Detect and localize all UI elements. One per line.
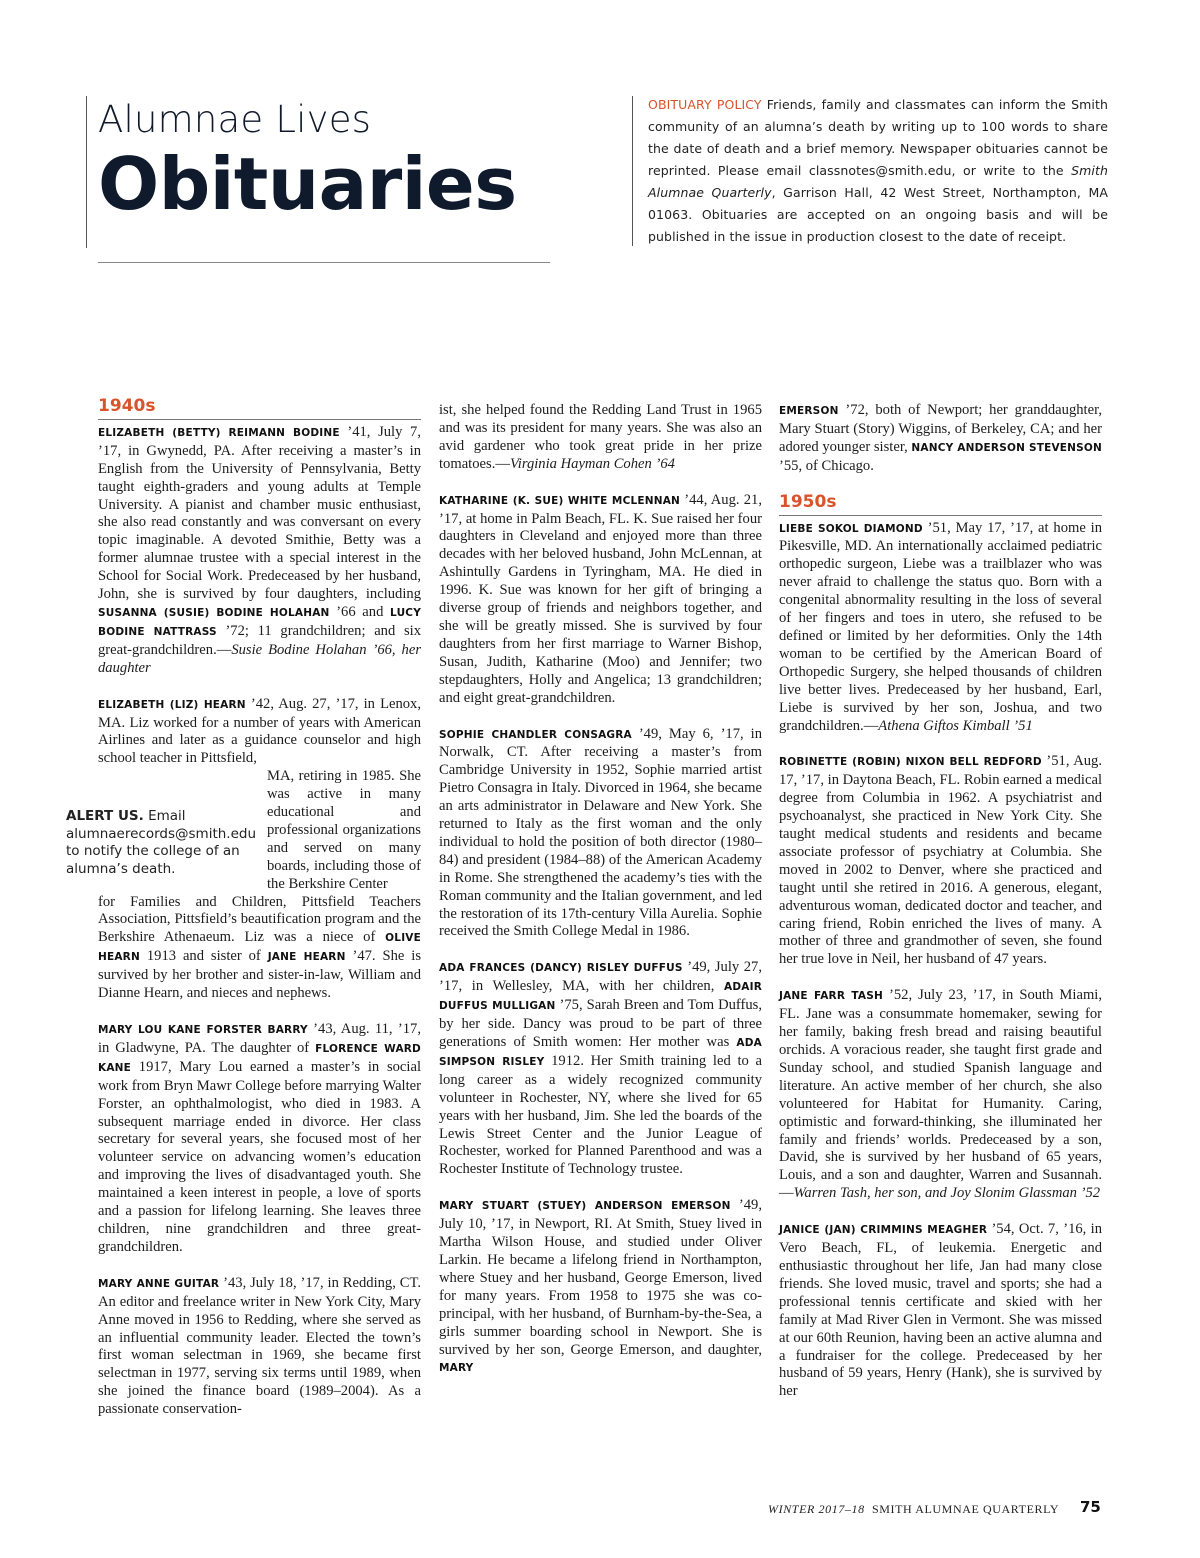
obit-text: for Families and Children, Pittsfield Teachers Association, Pittsfield’s beautification program and the Berkshire Athenaeum. Liz was a niece of <box>98 893 421 946</box>
obit-text: ’41, July 7, ’17, in Gwynedd, PA. After receiving a master’s in English from the University of Pennsylvania, Betty taught eighth-graders and young adults at Temple University. A pianist and chamber music enthusiast, she also read constantly and was conversant on every topic imaginable. A devoted Smithie, Betty was a former alumnae trustee with a special interest in the School for Social Work. Predeceased by her husband, John, she is survived by four daughters, including <box>98 423 421 603</box>
obit-text: ’72; 11 grandchildren; and six great-grandchildren.— <box>98 622 421 658</box>
policy-text: Friends, family and classmates can inform the Smith community of an alumna’s death by writing up to 100 words to share the date of death and a brief memory. Newspaper obituaries cannot be reprinted. Please email classnotes@smith.edu, or write to the <box>648 97 1108 178</box>
relative-name: LUCY BODINE NATTRASS <box>98 606 421 638</box>
obit-signature: Warren Tash, her son, and Joy Slonim Glassman ’52 <box>793 1185 1101 1202</box>
obituary-mclennan <box>439 492 762 708</box>
obit-signature: Athena Giftos Kimball ’51 <box>878 717 1033 734</box>
obit-name: ADA FRANCES (DANCY) RISLEY DUFFUS <box>439 962 683 975</box>
header-rule-horizontal <box>98 262 550 263</box>
obit-name: MARY LOU KANE FORSTER BARRY <box>98 1024 308 1036</box>
obit-text: ’49, July 10, ’17, in Newport, RI. At Smith, Stuey lived in Martha Wilson House, and studied under Oliver Larkin. He became a lifelong friend in Northampton, where Stuey and her husband, George Emerson, lived for many years. From 1958 to 1975 she was co-principal, with her husband, of Burnham-by-the-Sea, a girls summer boarding school in Newport. She is survived by her son, George Emerson, and daughter, <box>439 1197 762 1358</box>
alert-heading: ALERT US. <box>66 808 144 824</box>
obit-text: ’54, Oct. 7, ’16, in Vero Beach, FL, of leukemia. Energetic and enthusiastic throughout her life, Jan had many close friends. She loved music, travel and sports; she had a professional tennis certificate and skied with her family at Mad River Glen in Vermont. She was missed at our 60th Reunion, having been an active alumna and a fundraiser for the college. Predeceased by her husband of 59 years, Henry (Hank), she is survived by her <box>779 1221 1102 1400</box>
policy-label: OBITUARY POLICY <box>648 97 762 112</box>
column-left <box>98 398 421 1437</box>
column-right <box>779 402 1102 1419</box>
obit-text: ’51, May 17, ’17, at home in Pikesville, MD. An internationally acclaimed pediatric orthopedic surgeon, Liebe was a trailblazer who was never afraid to challenge the status quo. Born with a congenital abnormality resulting in the loss of several of her fingers and toes in utero, she refused to be defined or limited by her deformities. Only the 14th woman to be certified by the American Board of Orthopedic Surgery, she helped thousands of children live better lives. Predeceased by her husband, Earl, Liebe is survived by her son, Joshua, and two grandchildren.— <box>779 519 1102 734</box>
relative-name: OLIVE HEARN <box>98 932 421 964</box>
obituary-emerson-cont <box>779 402 1102 476</box>
page-number: 75 <box>1080 1498 1101 1516</box>
obituary-tash <box>779 987 1102 1203</box>
obituary-barry <box>98 1021 421 1257</box>
relative-name: MARY <box>439 1362 474 1375</box>
obit-text: ’52, July 23, ’17, in South Miami, FL. Jane was a consummate homemaker, sewing for her family, baking fresh bread and raising beautiful orchids. A voracious reader, she taught first grade and Sunday school, and studied Spanish language and literature. An active member of her church, she also volunteered for Habitat for Humanity. Caring, optimistic and forward-thinking, she illuminated her family and friends’ worlds. Predeceased by a son, David, she is survived by her husband of 65 years, Louis, and a son and daughter, Warren and Susannah.— <box>779 987 1102 1202</box>
obit-text: ’66 and <box>329 603 391 620</box>
obituary-consagra <box>439 726 762 942</box>
policy-rule <box>632 96 633 246</box>
relative-name: ADA SIMPSON RISLEY <box>439 1037 762 1068</box>
obituary-bodine <box>98 424 421 678</box>
obit-text: ’47. She is survived by her brother and sister-in-law, William and Dianne Hearn, and nieces and nephews. <box>98 948 422 1002</box>
section-kicker: Alumnae Lives <box>98 98 372 141</box>
obit-name: ROBINETTE (ROBIN) NIXON BELL REDFORD <box>779 756 1042 769</box>
policy-text-2: , Garrison Hall, 42 West Street, Northampton, MA 01063. Obituaries are accepted on an ongoing basis and will be published in the issue in production closest to the date of receipt. <box>648 185 1108 244</box>
relative-name: FLORENCE WARD KANE <box>98 1042 421 1074</box>
obit-signature: Susie Bodine Holahan ’66, her daughter <box>98 641 421 676</box>
obit-name: JANICE (JAN) CRIMMINS MEAGHER <box>779 1224 988 1237</box>
obituary-hearn-end <box>98 894 421 1003</box>
footer-magazine: SMITH ALUMNAE QUARTERLY <box>871 1502 1060 1516</box>
obituary-meagher <box>779 1221 1102 1401</box>
obit-text: ist, she helped found the Redding Land Trust in 1965 and was its president for many years. She was also an avid gardener who took great pride in her prize tomatoes.— <box>439 402 762 472</box>
relative-name: ADAIR DUFFUS MULLIGAN <box>439 981 762 1013</box>
obituary-guitar-cont <box>439 402 762 474</box>
obit-text: ’43, Aug. 11, ’17, in Gladwyne, PA. The daughter of <box>98 1021 421 1056</box>
column-middle <box>439 402 762 1396</box>
obit-signature: Virginia Hayman Cohen ’64 <box>509 455 675 472</box>
obit-text: ’42, Aug. 27, ’17, in Lenox, MA. Liz worked for a number of years with American Airlines and later as a guidance counselor and high school teacher in Pittsfield, <box>98 695 421 767</box>
obit-text: 1913 and sister of <box>139 948 268 965</box>
relative-name: EMERSON <box>779 405 839 417</box>
obit-name: ELIZABETH (LIZ) HEARN <box>98 698 246 711</box>
obituary-guitar <box>98 1275 421 1419</box>
policy-magazine: Smith Alumnae Quarterly <box>648 163 1108 200</box>
decade-heading-1950s: 1950s <box>779 494 1102 516</box>
obit-name: KATHARINE (K. SUE) WHITE MCLENNAN <box>439 494 681 507</box>
obit-text: 1917, Mary Lou earned a master’s in social work from Bryn Mawr College before marrying Walter Forster, an ophthalmologist, who died in 1983. A subsequent marriage ended in divorce. Her class secretary for several years, she focused most of her volunteer service on advancing women’s education and improving the lives of disadvantaged youth. She maintained a keen interest in people, a love of sports and a passion for lifelong learning. She leaves three children, nine grandchildren and three great-grandchildren. <box>98 1058 421 1255</box>
relative-name: NANCY ANDERSON STEVENSON <box>911 441 1103 454</box>
obituary-hearn <box>98 696 421 769</box>
obit-name: JANE FARR TASH <box>779 990 883 1003</box>
relative-name: JANE HEARN <box>267 951 346 964</box>
page-title: Obituaries <box>98 142 517 226</box>
obit-name: MARY STUART (STUEY) ANDERSON EMERSON <box>439 1200 731 1213</box>
obit-text: ’43, July 18, ’17, in Redding, CT. An editor and freelance writer in New York City, Mary Anne moved in 1956 to Redding, where she served as an influential community leader. Elected the town’s first woman selectman in 1969, she became first selectman in 1977, serving six terms until 1989, when she joined the finance board (1989–2004). As a passionate conservation- <box>98 1274 421 1418</box>
decade-heading-1940s: 1940s <box>98 398 421 420</box>
obit-text: ’51, Aug. 17, ’17, in Daytona Beach, FL. Robin earned a medical degree from Columbia in 1962. A psychiatrist and psychoanalyst, she practiced in New York City. She taught medical students and residents and became associate professor of psychiatry at Columbia. She moved in 2002 to Denver, where she practiced and taught until she retired in 2016. A generous, elegant, adventurous woman, dedicated doctor and teacher, and caring friend, Robin enriched the lives of many. A mother of three and grandmother of seven, she found her true love in Neil, her husband of 47 years. <box>779 753 1103 968</box>
obit-text: 1912. Her Smith training led to a long career as a widely recognized community volunteer in Rochester, NY, where she lived for 65 years with her husband, Jim. She led the boards of the Lewis Street Center and the Junior League of Rochester, worked for Planned Parenthood and was a Rochester Institute of Technology trustee. <box>439 1052 762 1178</box>
relative-name: SUSANNA (SUSIE) BODINE HOLAHAN <box>98 606 330 619</box>
obit-text: ’44, Aug. 21, ’17, at home in Palm Beach, FL. K. Sue raised her four daughters in Cleveland and enjoyed more than three decades with her beloved husband, John McLennan, at Ashintully Gardens in Tyringham, MA. He died in 1996. K. Sue was known for her gift of bringing a diverse group of friends and neighbors together, and she will be greatly missed. She is survived by four daughters from her first marriage to Warner Bishop, Susan, Judith, Katharine (Moo) and Jennifer; two stepdaughters, Holly and Angelica; 13 grandchildren; and eight great-grandchildren. <box>439 491 762 706</box>
obituary-emerson <box>439 1197 762 1378</box>
obit-text: ’75, Sarah Breen and Tom Duffus, by her side. Dancy was proud to be part of three generations of Smith women: Her mother was <box>439 997 762 1050</box>
obit-text: ’72, both of Newport; her granddaughter, Mary Stuart (Story) Wiggins, of Berkeley, CA; and her adored younger sister, <box>779 402 1102 455</box>
header-rule-vertical <box>86 96 87 248</box>
obit-name: ELIZABETH (BETTY) REIMANN BODINE <box>98 426 340 439</box>
obituary-redford <box>779 753 1102 969</box>
obituary-hearn-cont <box>267 768 421 893</box>
obit-text: ’55, of Chicago. <box>779 457 874 474</box>
alert-us-note <box>66 808 257 878</box>
page-footer <box>768 1502 1059 1517</box>
obit-name: SOPHIE CHANDLER CONSAGRA <box>439 728 632 741</box>
footer-issue: WINTER 2017–18 <box>768 1502 865 1516</box>
obituary-policy <box>648 94 1108 248</box>
obit-text: ’49, May 6, ’17, in Norwalk, CT. After receiving a master’s from Cambridge University in 1952, Sophie married artist Pietro Consagra in Italy. Divorced in 1964, she became an arts administrator in Delaware and New York. She returned to Italy as the first woman and the only individual to hold the position of both director (1980–84) and president (1984–88) of the American Academy in Rome. She strengthened the academy’s ties with the Roman community and the Italian government, and led the restoration of its 17th-century Villa Aurelia. Sophie received the Smith College Medal in 1986. <box>439 725 763 940</box>
obit-name: MARY ANNE GUITAR <box>98 1277 220 1290</box>
obituary-duffus <box>439 959 762 1179</box>
obit-name: LIEBE SOKOL DIAMOND <box>779 522 923 535</box>
obit-text: ’49, July 27, ’17, in Wellesley, MA, with her children, <box>439 959 762 995</box>
obit-text: MA, retiring in 1985. She was active in many educational and professional organizations and served on many boards, including those of the Berkshire Center <box>267 768 421 892</box>
alert-text: Email alumnaerecords@smith.edu to notify the college of an alumna’s death. <box>66 808 257 877</box>
obituary-diamond <box>779 520 1102 736</box>
